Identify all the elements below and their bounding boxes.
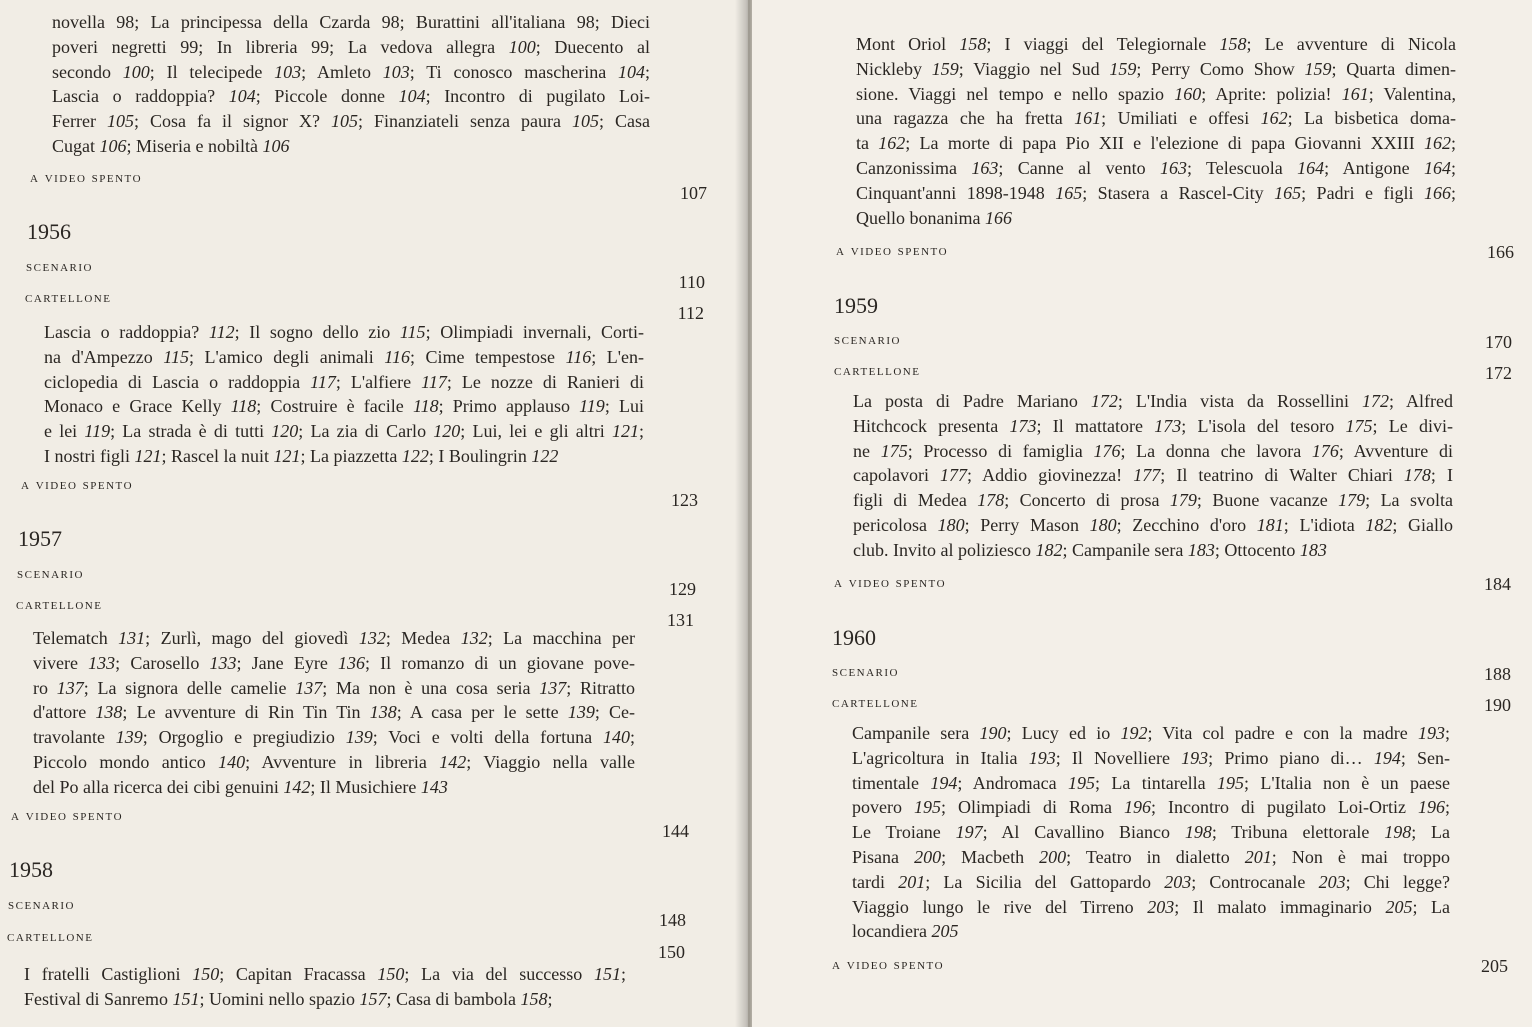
scenario-label: scenario	[17, 566, 85, 582]
index-line: d'attore 138; Le avventure di Rin Tin Tin 138; A casa per le sette 139; Ce-	[33, 702, 635, 723]
page-number: 188	[1484, 664, 1511, 684]
index-line: locandiera 205	[852, 921, 959, 942]
page-number: 172	[1485, 363, 1512, 383]
index-line: I fratelli Castiglioni 150; Capitan Fracassa 150; La via del successo 151;	[24, 964, 626, 984]
index-line: I nostri figli 121; Rascel la nuit 121; La piazzetta 122; I Boulingrin 122	[44, 445, 559, 466]
index-line: Pisana 200; Macbeth 200; Teatro in dialetto 201; Non è mai troppo	[852, 846, 1451, 867]
index-line: Lascia o raddoppia? 104; Piccole donne 104; Incontro di pugilato Loi-	[52, 86, 650, 107]
right-page	[752, 0, 1532, 1027]
cartellone-label: cartellone	[834, 363, 921, 379]
intro-paragraph	[52, 10, 650, 159]
index-line: povero 195; Olimpiadi di Roma 196; Incontro di pugilato Loi-Ortiz 196;	[852, 797, 1451, 818]
index-line: una ragazza che ha fretta 161; Umiliati e offesi 162; La bisbetica doma-	[856, 108, 1456, 129]
video-spento-label: a video spento	[832, 957, 945, 973]
cartellone-1957-entries	[33, 626, 635, 800]
index-line: travolante 139; Orgoglio e pregiudizio 139; Voci e volti della fortuna 140;	[33, 727, 635, 748]
video-spento-label: a video spento	[11, 808, 124, 824]
index-line: e lei 119; La strada è di tutti 120; La zia di Carlo 120; Lui, lei e gli altri 121;	[44, 421, 645, 442]
index-line: Canzonissima 163; Canne al vento 163; Telescuola 164; Antigone 164;	[856, 157, 1456, 178]
video-spento-label: a video spento	[21, 477, 134, 493]
index-line: L'agricoltura in Italia 193; Il Novelliere 193; Primo piano di… 194; Sen-	[852, 747, 1450, 768]
index-line: La posta di Padre Mariano 172; L'India vista da Rossellini 172; Alfred	[853, 391, 1453, 411]
index-line: Viaggio lungo le rive del Tirreno 203; Il malato immaginario 205; La	[852, 896, 1450, 917]
page-number: 166	[1487, 242, 1514, 262]
page-number: 131	[667, 610, 694, 630]
intro-paragraph	[856, 32, 1456, 230]
index-line: ta 162; La morte di papa Pio XII e l'elezione di papa Giovanni XXIII 162;	[856, 133, 1457, 154]
page-number: 184	[1484, 574, 1511, 594]
index-line: ne 175; Processo di famiglia 176; La donna che lavora 176; Avventure di	[853, 440, 1453, 461]
index-line: Telematch 131; Zurlì, mago del giovedì 132; Medea 132; La macchina per	[33, 628, 636, 648]
index-line: figli di Medea 178; Concerto di prosa 179; Buone vacanze 179; La svolta	[853, 490, 1453, 511]
page-number: 112	[677, 303, 704, 323]
index-line: Le Troiane 197; Al Cavallino Bianco 198; Tribuna elettorale 198; La	[852, 822, 1450, 843]
video-spento-label: a video spento	[30, 170, 143, 186]
page-number: 150	[658, 942, 685, 962]
index-line: ciclopedia di Lascia o raddoppia 117; L'alfiere 117; Le nozze di Ranieri di	[44, 371, 645, 392]
scenario-label: scenario	[8, 897, 76, 913]
index-line: secondo 100; Il telecipede 103; Amleto 103; Ti conosco mascherina 104;	[52, 61, 651, 82]
video-spento-label: a video spento	[836, 243, 949, 259]
index-line: pericolosa 180; Perry Mason 180; Zecchino d'oro 181; L'idiota 182; Giallo	[853, 514, 1454, 535]
index-line: novella 98; La principessa della Czarda 98; Burattini all'italiana 98; Dieci	[52, 12, 650, 32]
page-number: 110	[678, 272, 705, 292]
year-heading-1957: 1957	[18, 526, 62, 551]
index-line: Cinquant'anni 1898-1948 165; Stasera a Rascel-City 165; Padri e figli 166;	[856, 182, 1457, 203]
cartellone-1960-entries	[852, 721, 1450, 944]
index-line: Cugat 106; Miseria e nobiltà 106	[52, 135, 290, 156]
cartellone-label: cartellone	[7, 929, 94, 945]
page-number: 129	[669, 579, 696, 599]
index-line: Quello bonanima 166	[856, 207, 1012, 228]
index-line: del Po alla ricerca dei cibi genuini 142; Il Musichiere 143	[33, 776, 448, 797]
index-line: poveri negretti 99; In libreria 99; La vedova allegra 100; Duecento al	[52, 36, 650, 57]
scenario-label: scenario	[26, 259, 94, 275]
year-heading-1960: 1960	[832, 625, 876, 650]
index-line: vivere 133; Carosello 133; Jane Eyre 136; Il romanzo di un giovane pove-	[33, 652, 635, 673]
year-heading-1958: 1958	[9, 857, 53, 882]
index-line: Nickleby 159; Viaggio nel Sud 159; Perry Como Show 159; Quarta dimen-	[856, 58, 1456, 79]
cartellone-1959-entries	[853, 389, 1453, 563]
index-line: tardi 201; La Sicilia del Gattopardo 203; Controcanale 203; Chi legge?	[852, 871, 1450, 892]
index-line: club. Invito al poliziesco 182; Campanile sera 183; Ottocento 183	[853, 539, 1327, 560]
cartellone-label: cartellone	[25, 290, 112, 306]
page-number: 170	[1485, 332, 1512, 352]
left-page	[0, 0, 748, 1027]
index-line: Mont Oriol 158; I viaggi del Telegiornale 158; Le avventure di Nicola	[856, 34, 1456, 54]
cartellone-1958-entries	[24, 962, 626, 1012]
index-line: ro 137; La signora delle camelie 137; Ma non è una cosa seria 137; Ritratto	[33, 677, 635, 698]
page-number: 123	[671, 490, 698, 510]
cartellone-label: cartellone	[832, 695, 919, 711]
scenario-label: scenario	[834, 332, 902, 348]
scenario-label: scenario	[832, 664, 900, 680]
index-line: capolavori 177; Addio giovinezza! 177; Il teatrino di Walter Chiari 178; I	[853, 465, 1453, 486]
index-line: Piccolo mondo antico 140; Avventure in libreria 142; Viaggio nella valle	[33, 751, 635, 772]
index-line: Campanile sera 190; Lucy ed io 192; Vita col padre e con la madre 193;	[852, 723, 1450, 743]
page-number: 144	[662, 821, 689, 841]
page-number: 148	[659, 910, 686, 930]
page-number: 205	[1481, 956, 1508, 976]
year-heading-1956: 1956	[27, 219, 71, 244]
index-line: na d'Ampezzo 115; L'amico degli animali 116; Cime tempestose 116; L'en-	[44, 346, 644, 367]
cartellone-label: cartellone	[16, 597, 103, 613]
year-heading-1959: 1959	[834, 293, 878, 318]
index-line: sione. Viaggi nel tempo e nello spazio 160; Aprite: polizia! 161; Valentina,	[856, 83, 1457, 104]
video-spento-label: a video spento	[834, 575, 947, 591]
index-line: timentale 194; Andromaca 195; La tintarella 195; L'Italia non è un paese	[852, 772, 1450, 793]
index-line: Lascia o raddoppia? 112; Il sogno dello zio 115; Olimpiadi invernali, Corti-	[44, 322, 645, 342]
index-line: Monaco e Grace Kelly 118; Costruire è facile 118; Primo applauso 119; Lui	[44, 396, 644, 417]
page-number: 107	[680, 183, 707, 203]
index-line: Ferrer 105; Cosa fa il signor X? 105; Finanziateli senza paura 105; Casa	[52, 111, 650, 132]
index-line: Hitchcock presenta 173; Il mattatore 173; L'isola del tesoro 175; Le divi-	[853, 415, 1454, 436]
cartellone-1956-entries	[44, 320, 644, 469]
index-line: Festival di Sanremo 151; Uomini nello spazio 157; Casa di bambola 158;	[24, 988, 553, 1009]
page-number: 190	[1484, 695, 1511, 715]
